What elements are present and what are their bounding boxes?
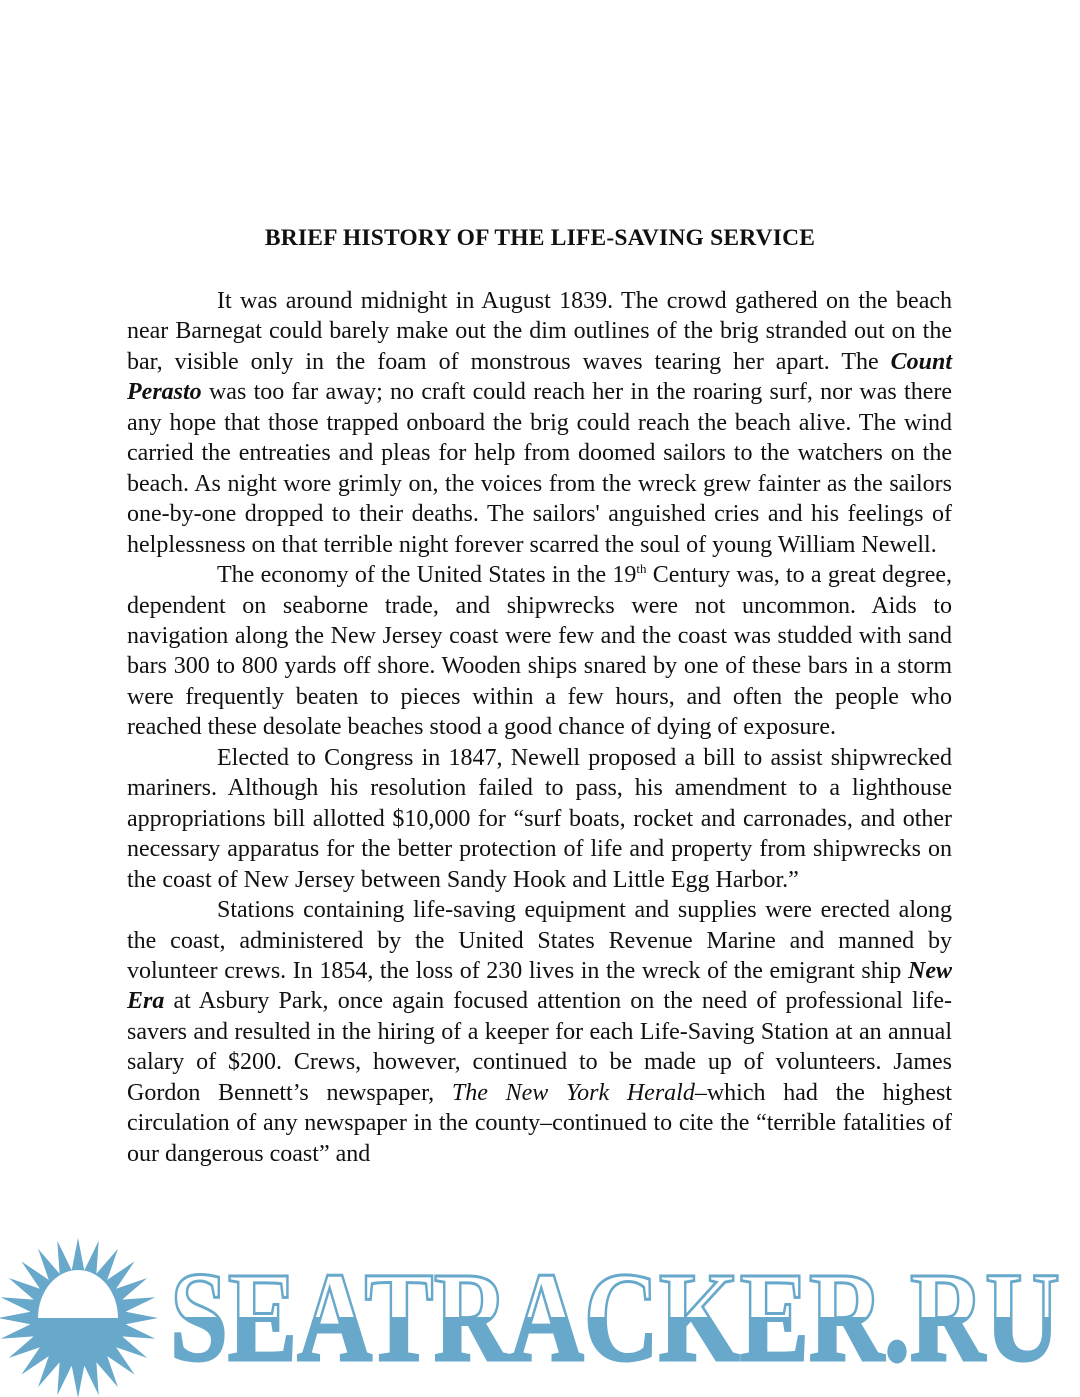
publication-name: The New York Herald (451, 1079, 695, 1106)
paragraph (127, 560, 952, 743)
watermark-logo (0, 1238, 1080, 1397)
paragraph-text: Elected to Congress in 1847, Newell proposed a bill to assist shipwrecked mariners. Although his resolution failed to pass, his amendment to a lighthouse appropriations bill allotted $10,000 for “surf boats, rocket and carronades, and other necessary apparatus for the better protection of life and property from shipwrecks on the coast of New Jersey between Sandy Hook and Little Egg Harbor.” (127, 744, 952, 893)
ship-name: New Era (127, 957, 952, 1015)
paragraph-text: It was around midnight in August 1839. The crowd gathered on the beach near Barnegat could barely make out the dim outlines of the brig stranded out on the bar, visible only in the foam of monstrous waves tearing her apart. The (127, 288, 952, 375)
paragraph-text: Century was, to a great degree, dependent on seaborne trade, and shipwrecks were not uncommon. Aids to navigation along the New Jersey coast were few and the coast was studded with sand bars 300 to 800 yards off shore. Wooden ships snared by one of these bars in a storm were frequently beaten to pieces within a few hours, and often the people who reached these desolate beaches stood a good chance of dying of exposure. (127, 562, 953, 741)
paragraph-text: –which had the highest circulation of any newspaper in the county–continued to cite the “terrible fatalities of our dangerous coast” and (127, 1079, 952, 1167)
page-title: BRIEF HISTORY OF THE LIFE-SAVING SERVICE (264, 225, 816, 251)
ordinal-suffix: th (636, 561, 647, 577)
document-body (127, 286, 952, 1169)
paragraph (127, 895, 952, 1169)
sun-icon (0, 1238, 158, 1397)
paragraph (127, 743, 952, 895)
watermark-text: SEATRACKER.RU (170, 1246, 1060, 1388)
paragraph-text: was too far away; no craft could reach her in the roaring surf, nor was there any hope that those trapped onboard the brig could reach the beach alive. The wind carried the entreaties and pleas for help from doomed sailors to the watchers on the beach. As night wore grimly on, the voices from the wreck grew fainter as the sailors one-by-one dropped to their deaths. The sailors' anguished cries and his feelings of helplessness on that terrible night forever scarred the soul of young William Newell. (127, 379, 952, 558)
paragraph-text: The economy of the United States in the 19 (217, 562, 637, 589)
paragraph (127, 286, 952, 560)
paragraph-text: at Asbury Park, once again focused attention on the need of professional life-savers and resulted in the hiring of a keeper for each Life-Saving Station at an annual salary of $200. Crews, however, continued to be made up of volunteers. James Gordon Bennett’s newspaper, (127, 988, 952, 1106)
paragraph-text: Stations containing life-saving equipment and supplies were erected along the coast, administered by the United States Revenue Marine and manned by volunteer crews. In 1854, the loss of 230 lives in the wreck of the emigrant ship (127, 897, 952, 984)
ship-name: Count Perasto (127, 348, 952, 406)
